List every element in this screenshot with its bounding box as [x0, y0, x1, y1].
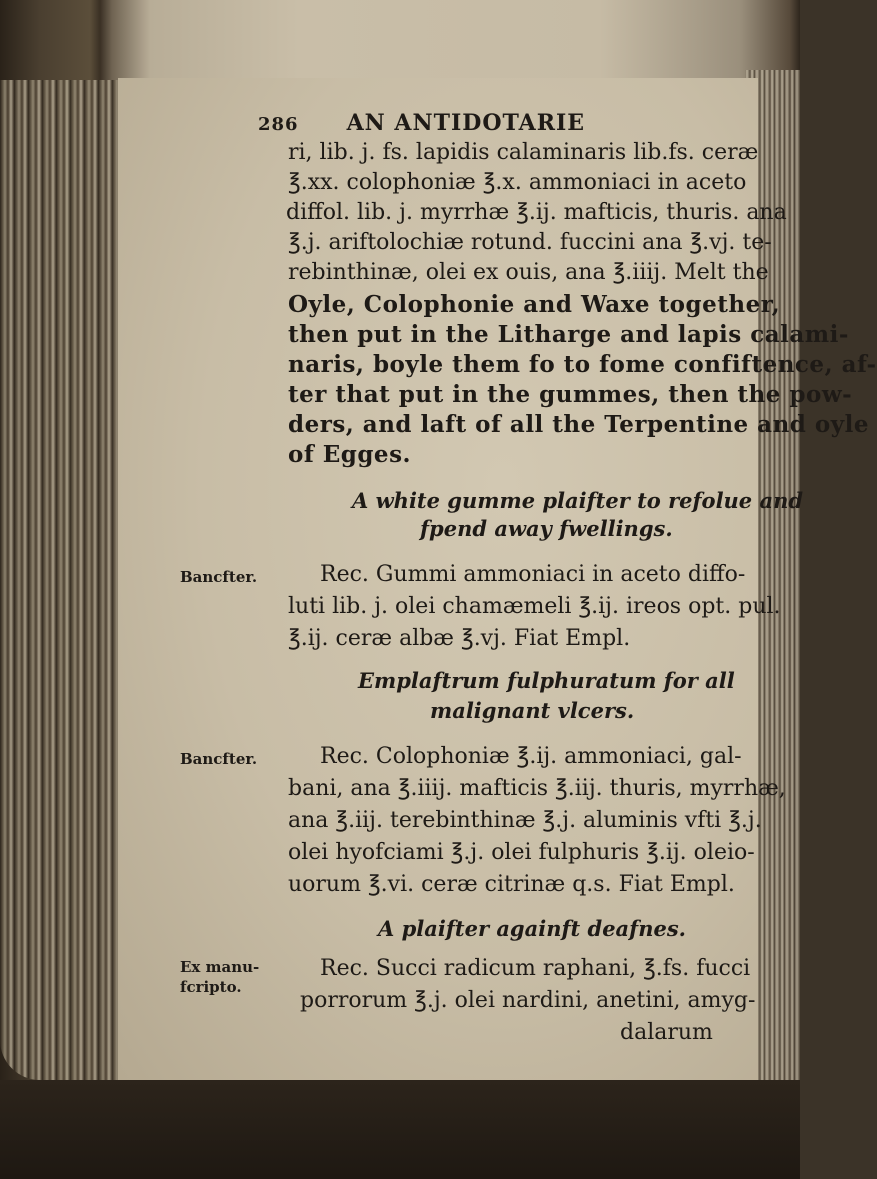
recipe-line: Rec. Gummi ammoniaci in aceto diffo- [320, 562, 746, 587]
recipe-line: uorum ℥.vi. ceræ citrinæ q.s. Fiat Empl. [288, 872, 735, 897]
body-line: rebinthinæ, olei ex ouis, ana ℥.iiij. Melt the [288, 260, 769, 285]
body-line: ℥.j. ariftolochiæ rotund. fuccini ana ℥.vj. te- [288, 230, 772, 255]
section-heading: A white gumme plaifter to refolue and [352, 488, 804, 513]
recipe-line: ℥.ij. ceræ albæ ℥.vj. Fiat Empl. [288, 626, 631, 651]
recipe-line: luti lib. j. olei chamæmeli ℥.ij. ireos opt. pul. [288, 594, 781, 619]
body-line: Oyle, Colophonie and Waxe together, [288, 291, 781, 318]
bottom-shadow [0, 1080, 800, 1179]
body-line: diffol. lib. j. myrrhæ ℥.ij. mafticis, thuris. ana [286, 200, 787, 225]
body-line: ter that put in the gummes, then the pow- [288, 381, 853, 408]
section-heading: A plaifter againft deafnes. [378, 916, 686, 941]
catchword: dalarum [620, 1020, 713, 1045]
page-number: 286 [258, 114, 299, 135]
body-line: naris, boyle them fo to fome confiftence, af- [288, 351, 877, 378]
body-line: of Egges. [288, 441, 412, 468]
margin-note: fcripto. [180, 978, 242, 996]
running-head-title: AN ANTIDOTARIE [346, 110, 586, 136]
section-heading: Emplaftrum fulphuratum for all [358, 668, 735, 693]
recipe-line: porrorum ℥.j. olei nardini, anetini, amyg- [300, 988, 756, 1013]
recipe-line: Rec. Succi radicum raphani, ℥.fs. fucci [320, 956, 751, 981]
section-heading: fpend away fwellings. [420, 516, 673, 541]
left-page-edges [0, 80, 125, 1080]
margin-note: Bancfter. [180, 750, 258, 768]
section-heading: malignant vlcers. [430, 698, 635, 723]
recipe-line: olei hyofciami ℥.j. olei fulphuris ℥.ij. oleio- [288, 840, 755, 865]
body-line: then put in the Litharge and lapis calami- [288, 321, 849, 348]
body-line: ders, and laft of all the Terpentine and oyle [288, 411, 869, 438]
margin-note: Bancfter. [180, 568, 258, 586]
recipe-line: ana ℥.iij. terebinthinæ ℥.j. aluminis vfti ℥.j. [288, 808, 762, 833]
body-line: ri, lib. j. fs. lapidis calaminaris lib.fs. ceræ [288, 140, 759, 165]
recipe-line: Rec. Colophoniæ ℥.ij. ammoniaci, gal- [320, 744, 742, 769]
running-head [258, 110, 585, 136]
margin-note: Ex manu- [180, 958, 260, 976]
recipe-line: bani, ana ℥.iiij. mafticis ℥.iij. thuris, myrrhæ, [288, 776, 786, 801]
body-line: ℥.xx. colophoniæ ℥.x. ammoniaci in aceto [288, 170, 747, 195]
